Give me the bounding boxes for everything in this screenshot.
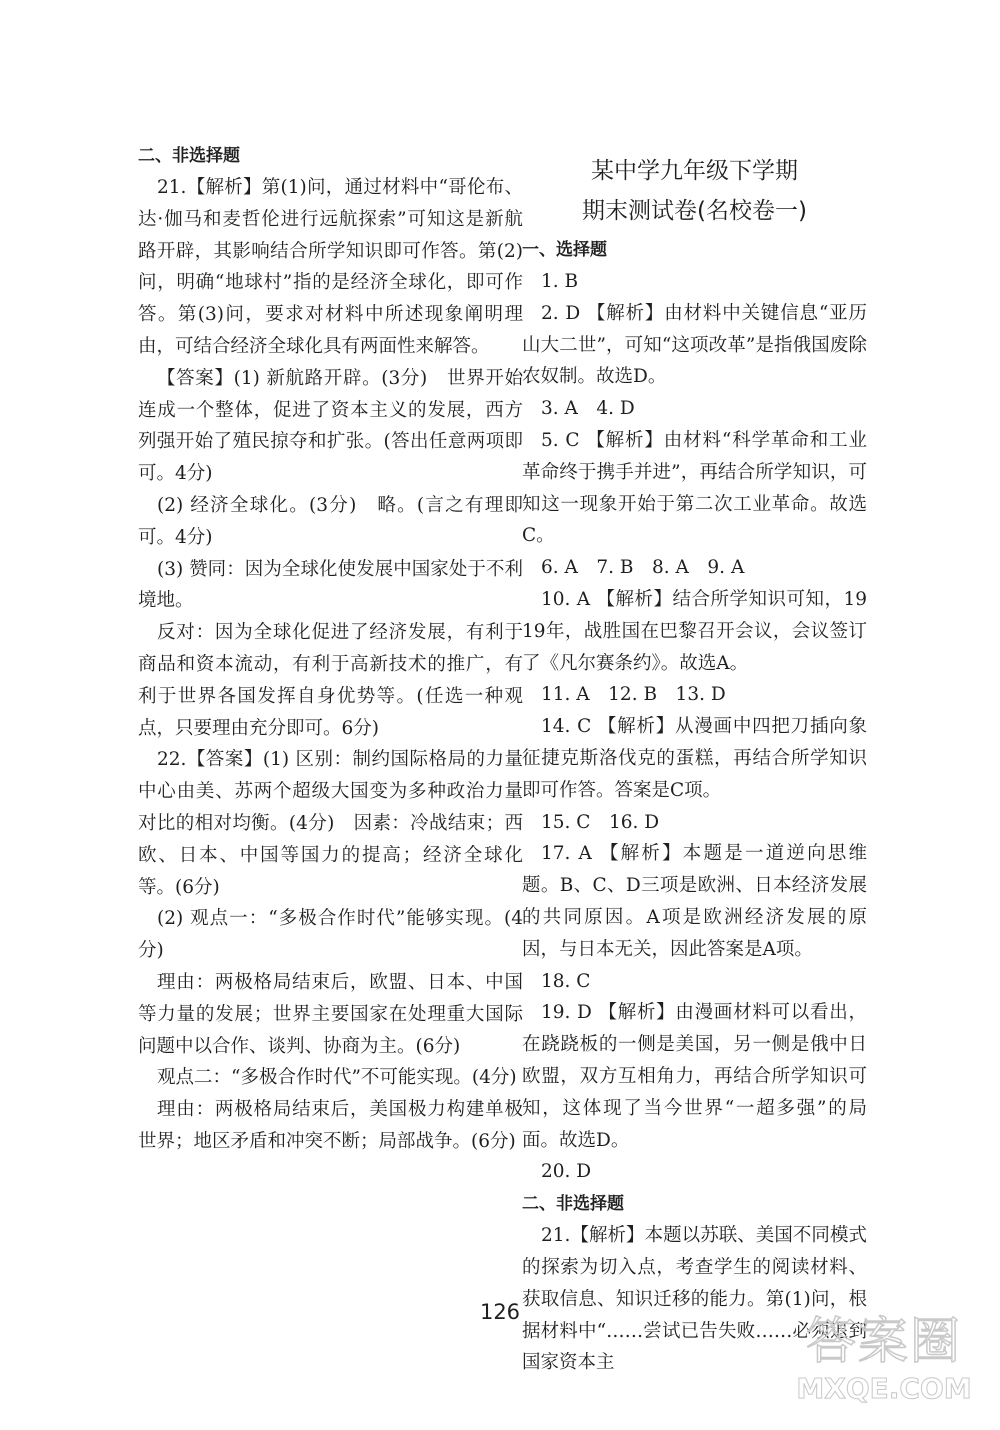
exam-title-line1: 某中学九年级下学期 (591, 158, 798, 184)
answer-item: 6. A 7. B 8. A 9. A (541, 557, 745, 579)
page-number: 126 (479, 1300, 521, 1324)
answer-item: 3. A 4. D (541, 398, 635, 420)
exam-title-line2: 期末测试卷(名校卷一) (582, 198, 807, 224)
answer-item: 17. A 【解析】本题是一道逆向思维题。B、C、D三项是欧洲、日本经济发展的共同原因。A项是欧洲经济发展的原因，与日本无关，因此答案是A项。 (522, 843, 867, 960)
watermark-site-text: MXQE.COM (796, 1372, 972, 1405)
answer-paragraph: 21.【解析】第(1)问，通过材料中“哥伦布、达·伽马和麦哲伦进行远航探索”可知这是新航路开辟，其影响结合所学知识即可作答。第(2)问，明确“地球村”指的是经济全球化，即可作答。第(3)问，要求对材料中所述现象阐明理由，可结合经济全球化具有两面性来解答。 (138, 177, 523, 357)
answer-paragraph: 22.【答案】(1) 区别：制约国际格局的力量中心由美、苏两个超级大国变为多种政治力量对比的相对均衡。(4分) 因素：冷战结束；西欧、日本、中国等国力的提高；经济全球化等。(6分) (138, 749, 523, 898)
section-heading: 一、选择题 (522, 240, 607, 260)
answer-item: 1. B (541, 271, 579, 292)
right-column (522, 140, 867, 1379)
answer-item: 18. C (541, 970, 591, 992)
left-column (138, 140, 523, 1158)
answer-item: 2. D 【解析】由材料中关键信息“亚历山大二世”，可知“这项改革”是指俄国废除农奴制。故选D。 (522, 302, 867, 388)
answer-item: 15. C 16. D (541, 811, 660, 833)
answer-paragraph: 反对：因为全球化促进了经济发展，有利于商品和资本流动，有利于高新技术的推广，有利于世界各国发挥自身优势等。(任选一种观点，只要理由充分即可。6分) (138, 622, 523, 739)
answer-paragraph: 观点二：“多极合作时代”不可能实现。(4分) (157, 1067, 517, 1089)
answer-item: 10. A 【解析】结合所学知识可知，1919年，战胜国在巴黎召开会议，会议签订了《凡尔赛条约》。故选A。 (522, 588, 867, 674)
answer-item: 20. D (541, 1161, 592, 1183)
watermark-logo (784, 1310, 984, 1420)
watermark-logo-text: 答案圈 (806, 1312, 962, 1370)
answer-paragraph: 【答案】(1) 新航路开辟。(3分) 世界开始连成一个整体，促进了资本主义的发展，西方列强开始了殖民掠夺和扩张。(答出任意两项即可。4分) (138, 367, 523, 485)
answer-paragraph: (2) 观点一：“多极合作时代”能够实现。(4分) (138, 908, 523, 962)
answer-item: 19. D 【解析】由漫画材料可以看出，在跷跷板的一侧是美国，另一侧是俄中日欧盟，双方互相角力，再结合所学知识可知，这体现了当今世界“一超多强”的局面。故选D。 (522, 1002, 867, 1151)
section-heading: 二、非选择题 (522, 1194, 624, 1215)
section-heading: 二、非选择题 (138, 146, 240, 166)
answer-paragraph: 理由：两极格局结束后，美国极力构建单极世界；地区矛盾和冲突不断；局部战争。(6分) (138, 1099, 523, 1152)
answer-item: 21.【解析】本题以苏联、美国不同模式的探索为切入点，考查学生的阅读材料、获取信息、知识迁移的能力。第(1)问，根据材料中“……尝试已告失败……必须退到国家资本主 (522, 1225, 867, 1374)
answer-paragraph: 理由：两极格局结束后，欧盟、日本、中国等力量的发展；世界主要国家在处理重大国际问题中以合作、谈判、协商为主。(6分) (138, 971, 523, 1057)
answer-paragraph: (3) 赞同：因为全球化使发展中国家处于不利境地。 (138, 558, 523, 612)
answer-item: 14. C 【解析】从漫画中四把刀插向象征捷克斯洛伐克的蛋糕，再结合所学知识即可作答。答案是C项。 (522, 716, 867, 801)
answer-paragraph: (2) 经济全球化。(3分) 略。(言之有理即可。4分) (138, 494, 523, 548)
answer-item: 5. C 【解析】由材料“科学革命和工业革命终于携手并进”，再结合所学知识，可知这一现象开始于第二次工业革命。故选C。 (522, 429, 867, 547)
answer-item: 11. A 12. B 13. D (541, 684, 726, 706)
